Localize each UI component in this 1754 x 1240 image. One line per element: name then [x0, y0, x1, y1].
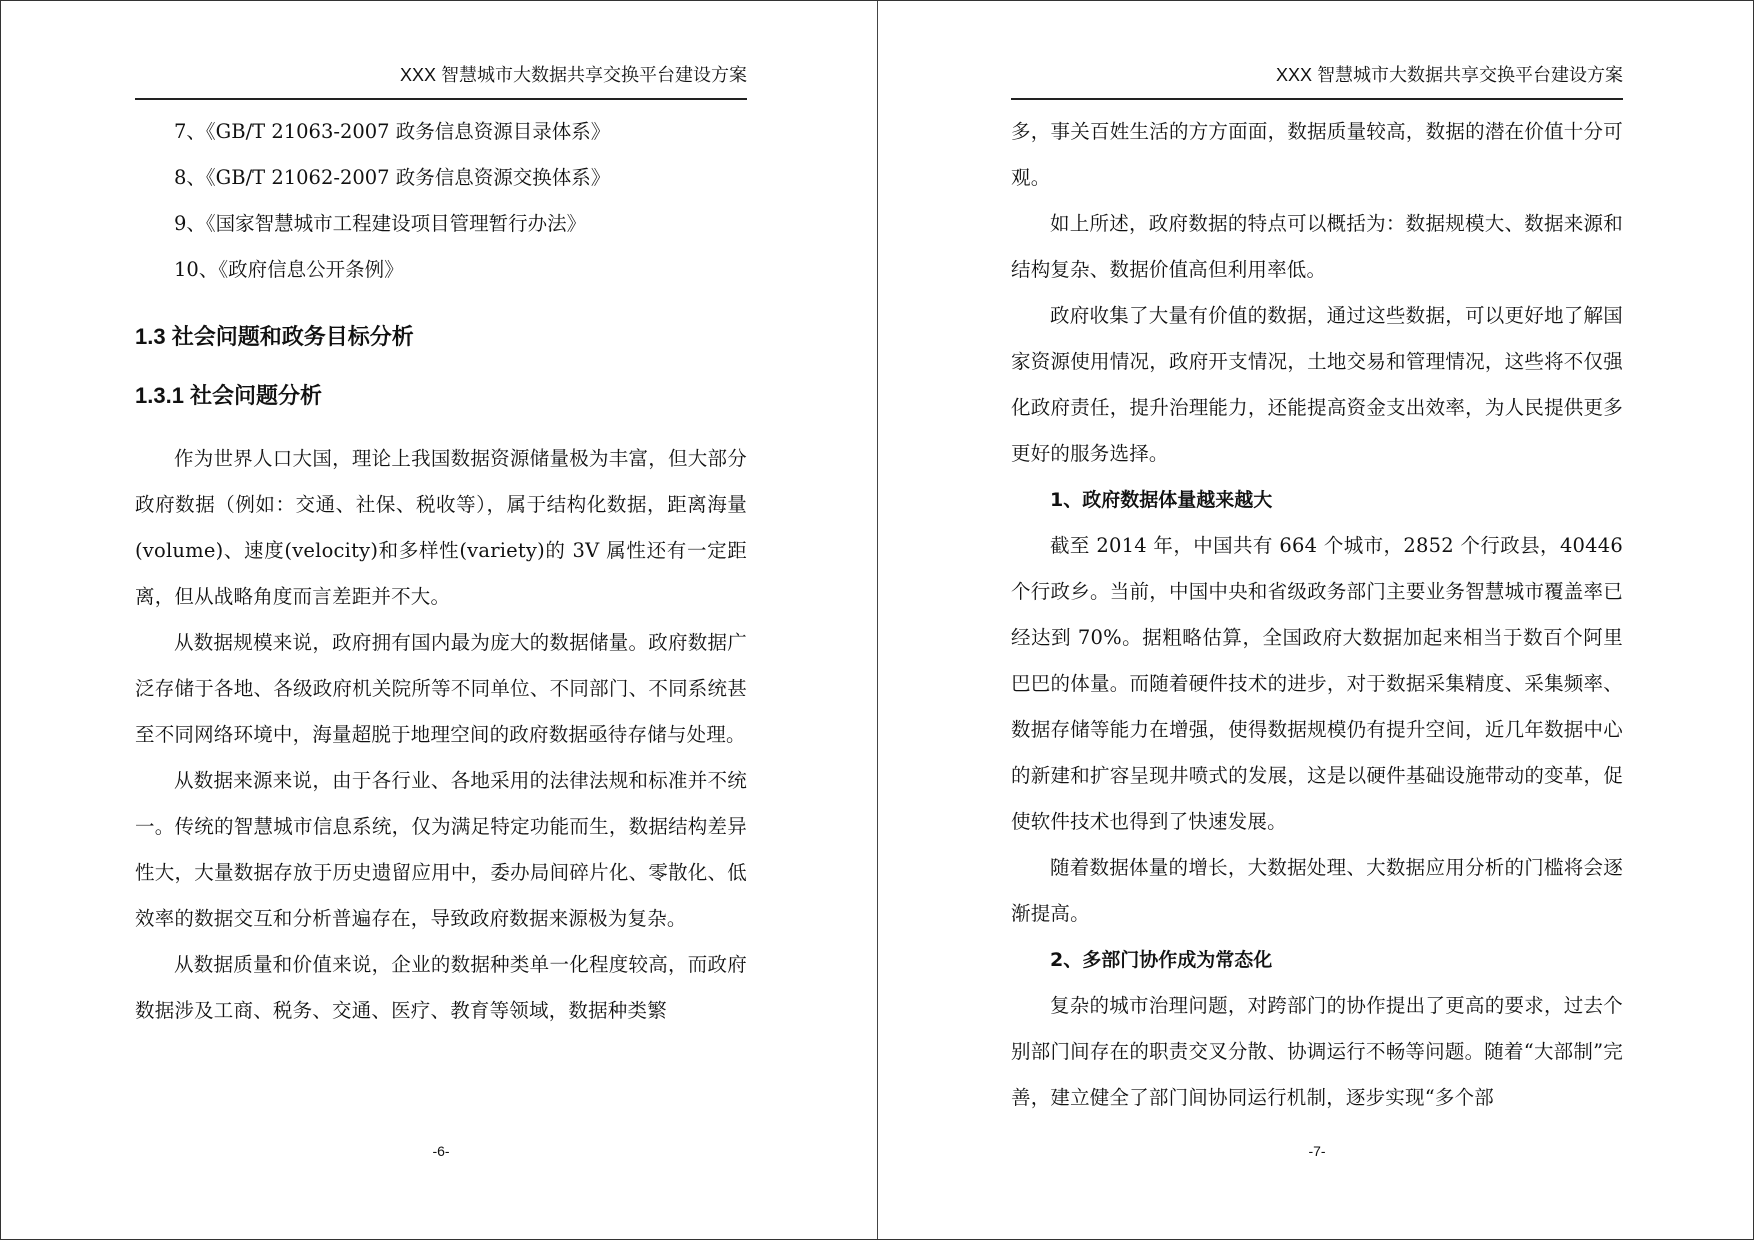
section-heading: 1.3 社会问题和政务目标分析: [135, 324, 414, 349]
reference-item: 7、《GB/T 21063-2007 政务信息资源目录体系》: [174, 120, 611, 143]
page-7: [1011, 1, 1623, 1239]
paragraph: 从数据质量和价值来说，企业的数据种类单一化程度较高，而政府数据涉及工商、税务、交通、医疗、教育等领域，数据种类繁: [135, 953, 747, 1022]
page-number: -7-: [1308, 1143, 1326, 1159]
paragraph: 从数据来源来说，由于各行业、各地采用的法律法规和标准并不统一。传统的智慧城市信息系统，仅为满足特定功能而生，数据结构差异性大，大量数据存放于历史遗留应用中，委办局间碎片化、零散化、低效率的数据交互和分析普遍存在，导致政府数据来源极为复杂。: [135, 769, 747, 930]
running-header: XXX 智慧城市大数据共享交换平台建设方案: [399, 65, 747, 85]
page-gutter: [877, 1, 878, 1239]
header-rule: [1011, 98, 1623, 100]
page-6: [135, 1, 747, 1239]
paragraph: 复杂的城市治理问题，对跨部门的协作提出了更高的要求，过去个别部门间存在的职责交叉分散、协调运行不畅等问题。随着“大部制”完善，建立健全了部门间协同运行机制，逐步实现“多个部: [1011, 994, 1623, 1109]
page-body: [1011, 109, 1623, 1121]
paragraph-continuation: 多，事关百姓生活的方方面面，数据质量较高，数据的潜在价值十分可观。: [1011, 120, 1623, 189]
subsection-heading: 1.3.1 社会问题分析: [135, 383, 323, 408]
paragraph: 随着数据体量的增长，大数据处理、大数据应用分析的门槛将会逐渐提高。: [1011, 856, 1623, 925]
header-rule: [135, 98, 747, 100]
reference-item: 10、《政府信息公开条例》: [174, 258, 404, 281]
running-header: XXX 智慧城市大数据共享交换平台建设方案: [1275, 65, 1623, 85]
numbered-heading: 2、多部门协作成为常态化: [1050, 949, 1273, 971]
paragraph: 政府收集了大量有价值的数据，通过这些数据，可以更好地了解国家资源使用情况，政府开支情况，土地交易和管理情况，这些将不仅强化政府责任，提升治理能力，还能提高资金支出效率，为人民提供更多更好的服务选择。: [1011, 304, 1623, 465]
paragraph: 截至 2014 年，中国共有 664 个城市，2852 个行政县，40446 个行政乡。当前，中国中央和省级政务部门主要业务智慧城市覆盖率已经达到 70%。据粗略估算，全国政府大数据加起来相当于数百个阿里巴巴的体量。而随着硬件技术的进步，对于数据采集精度、采集频率、数据存储等能力在增强，使得数据规模仍有提升空间，近几年数据中心的新建和扩容呈现井喷式的发展，这是以硬件基础设施带动的变革，促使软件技术也得到了快速发展。: [1011, 534, 1623, 833]
paragraph: 作为世界人口大国，理论上我国数据资源储量极为丰富，但大部分政府数据（例如：交通、社保、税收等），属于结构化数据，距离海量(volume)、速度(velocity)和多样性(variety)的 3V 属性还有一定距离，但从战略角度而言差距并不大。: [135, 447, 747, 608]
reference-item: 9、《国家智慧城市工程建设项目管理暂行办法》: [174, 212, 587, 235]
paragraph: 如上所述，政府数据的特点可以概括为：数据规模大、数据来源和结构复杂、数据价值高但利用率低。: [1011, 212, 1623, 281]
reference-item: 8、《GB/T 21062-2007 政务信息资源交换体系》: [174, 166, 611, 189]
page-number: -6-: [432, 1143, 450, 1159]
numbered-heading: 1、政府数据体量越来越大: [1050, 489, 1273, 511]
paragraph: 从数据规模来说，政府拥有国内最为庞大的数据储量。政府数据广泛存储于各地、各级政府机关院所等不同单位、不同部门、不同系统甚至不同网络环境中，海量超脱于地理空间的政府数据亟待存储与处理。: [135, 631, 747, 746]
page-body: [135, 109, 747, 1034]
